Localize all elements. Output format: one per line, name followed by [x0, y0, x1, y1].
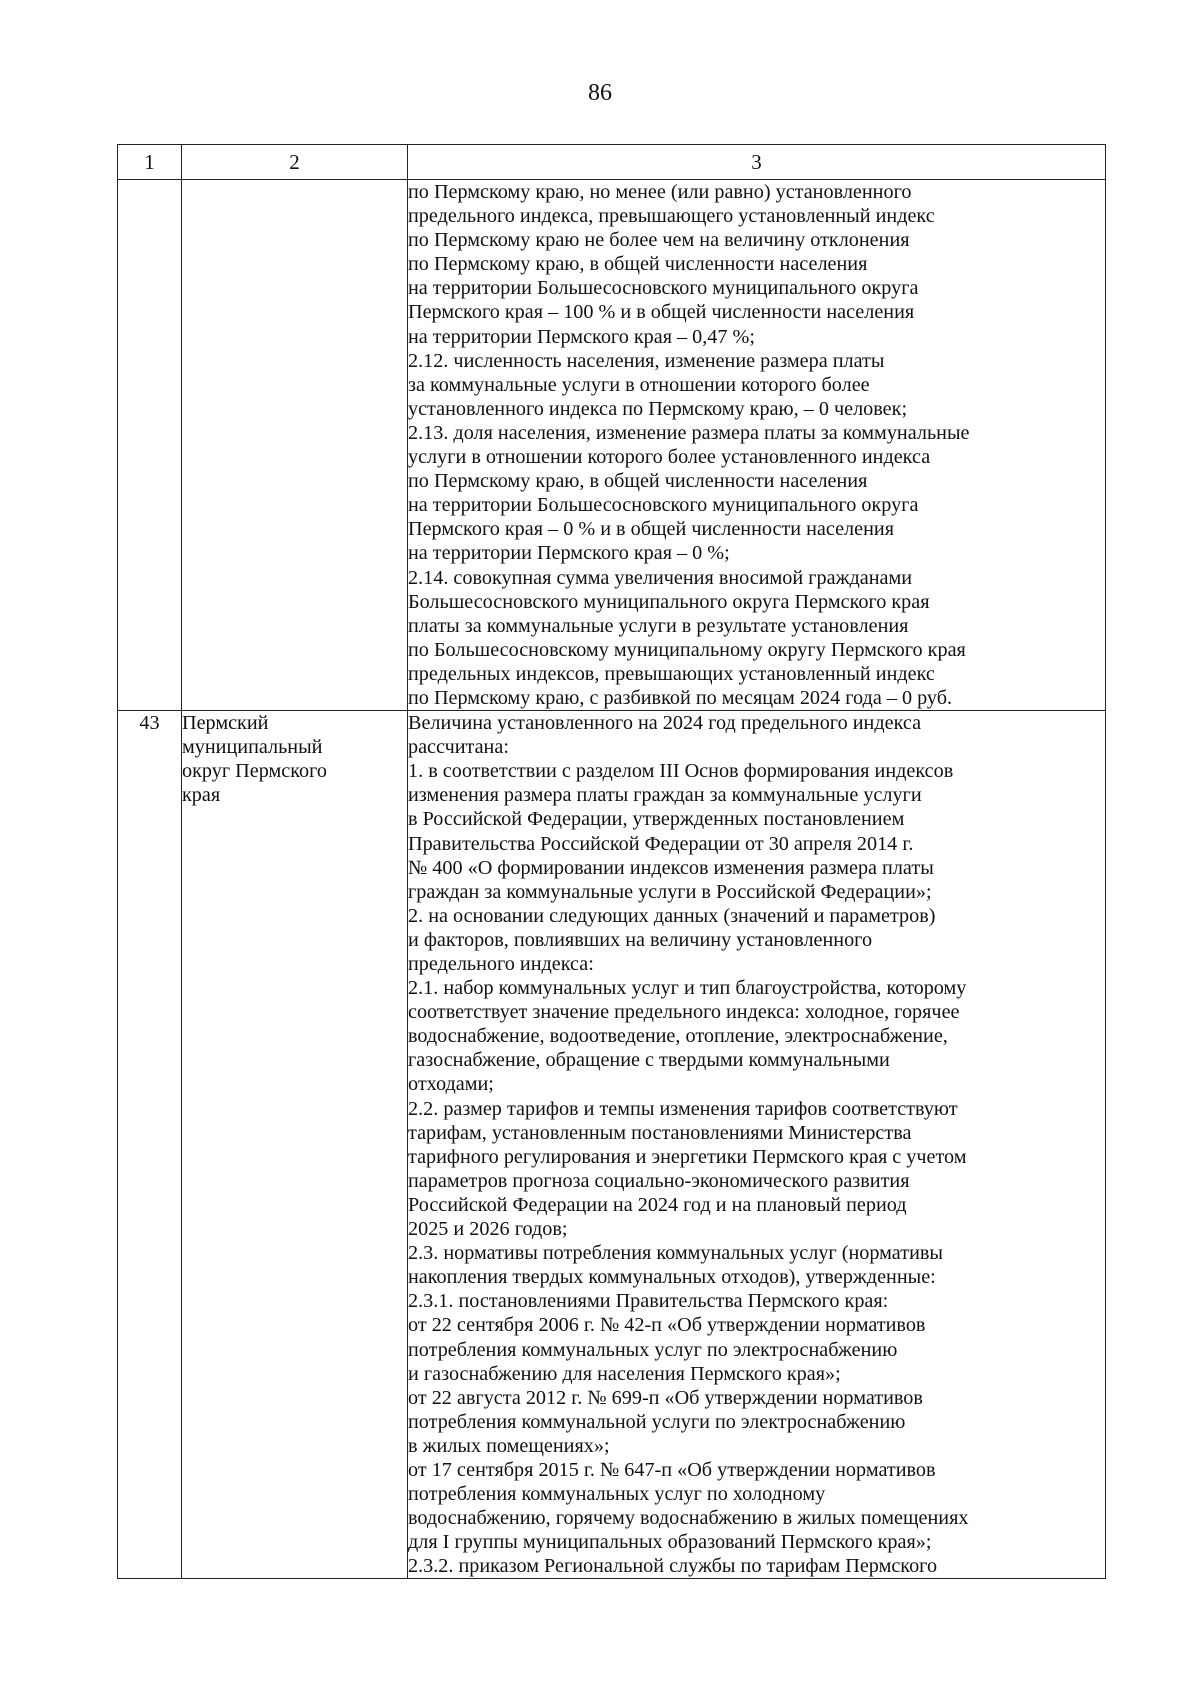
text-line: Пермского края – 0 % и в общей численности населения	[408, 518, 894, 541]
text-line: Российской Федерации на 2024 год и на плановый период	[408, 1193, 907, 1216]
text-line: услуги в отношении которого более установленного индекса	[408, 446, 931, 469]
text-line: 2.12. численность населения, изменение размера платы	[408, 349, 885, 372]
text-line: на территории Большесосновского муниципального округа	[408, 494, 919, 517]
text-line: граждан за коммунальные услуги в Российской Федерации»;	[408, 880, 932, 903]
text-line: потребления коммунальных услуг по электроснабжению	[408, 1338, 898, 1361]
text-line: рассчитана:	[408, 736, 509, 759]
row-number: 43	[118, 711, 182, 1579]
name-line: Пермский	[182, 712, 269, 735]
text-line: на территории Большесосновского муниципального округа	[408, 277, 919, 300]
text-line: Правительства Российской Федерации от 30 апреля 2014 г.	[408, 832, 914, 855]
text-line: в Российской Федерации, утвержденных постановлением	[408, 808, 905, 831]
text-line: 2.13. доля населения, изменение размера платы за коммунальные	[408, 421, 970, 444]
text-line: отходами;	[408, 1073, 494, 1096]
text-line: соответствует значение предельного индекса: холодное, горячее	[408, 1001, 960, 1024]
text-line: потребления коммунальных услуг по холодному	[408, 1483, 826, 1506]
text-line: установленного индекса по Пермскому краю, – 0 человек;	[408, 397, 908, 420]
header-col-2: 2	[182, 145, 408, 180]
text-line: от 17 сентября 2015 г. № 647-п «Об утверждении нормативов	[408, 1458, 936, 1481]
text-line: на территории Пермского края – 0 %;	[408, 542, 730, 565]
text-line: 2.3. нормативы потребления коммунальных услуг (нормативы	[408, 1242, 943, 1265]
text-line: по Пермскому краю, с разбивкой по месяцам 2024 года – 0 руб.	[408, 686, 953, 709]
name-line: округ Пермского	[182, 760, 327, 783]
text-line: от 22 августа 2012 г. № 699-п «Об утверждении нормативов	[408, 1386, 923, 1409]
header-col-3: 3	[408, 145, 1106, 180]
name-line: муниципальный	[182, 736, 323, 759]
text-line: платы за коммунальные услуги в результате установления	[408, 614, 909, 637]
text-line: газоснабжение, обращение с твердыми коммунальными	[408, 1049, 890, 1072]
index-description	[408, 180, 1106, 711]
text-line: 2.2. размер тарифов и темпы изменения тарифов соответствуют	[408, 1097, 958, 1120]
text-line: по Пермскому краю не более чем на величину отклонения	[408, 229, 910, 252]
text-line: водоснабжению, горячему водоснабжению в жилых помещениях	[408, 1507, 969, 1530]
text-line: по Пермскому краю, но менее (или равно) установленного	[408, 181, 912, 203]
text-line: тарифного регулирования и энергетики Пермского края с учетом	[408, 1145, 967, 1168]
text-line: 2025 и 2026 годов;	[408, 1218, 568, 1241]
text-line: тарифам, установленным постановлениями Министерства	[408, 1121, 912, 1144]
index-description	[408, 711, 1106, 1579]
document-table	[117, 144, 1106, 1579]
text-line: Величина установленного на 2024 год предельного индекса	[408, 712, 922, 735]
text-line: 2.3.2. приказом Региональной службы по тарифам Пермского	[408, 1555, 938, 1578]
text-line: в жилых помещениях»;	[408, 1434, 610, 1457]
text-line: потребления коммунальной услуги по электроснабжению	[408, 1410, 906, 1433]
header-col-1: 1	[118, 145, 182, 180]
table-header-row	[118, 145, 1106, 180]
page-number: 86	[588, 80, 612, 106]
text-line: для I группы муниципальных образований Пермского края»;	[408, 1531, 932, 1554]
text-line: по Пермскому краю, в общей численности населения	[408, 470, 868, 493]
text-line: по Пермскому краю, в общей численности населения	[408, 253, 868, 276]
text-line: предельного индекса:	[408, 953, 594, 975]
text-line: предельного индекса, превышающего установленный индекс	[408, 205, 935, 228]
table-row	[118, 180, 1106, 711]
text-line: водоснабжение, водоотведение, отопление, электроснабжение,	[408, 1025, 948, 1048]
text-line: предельных индексов, превышающих установленный индекс	[408, 662, 935, 685]
row-number	[118, 180, 182, 711]
name-line: края	[182, 784, 221, 807]
text-line: на территории Пермского края – 0,47 %;	[408, 325, 755, 348]
text-line: накопления твердых коммунальных отходов), утвержденные:	[408, 1266, 936, 1289]
text-line: и факторов, повлиявших на величину установленного	[408, 928, 873, 951]
text-line: 2.14. совокупная сумма увеличения вносимой гражданами	[408, 566, 913, 589]
text-line: изменения размера платы граждан за коммунальные услуги	[408, 784, 922, 807]
text-line: по Большесосновскому муниципальному округу Пермского края	[408, 638, 966, 661]
text-line: 1. в соответствии с разделом III Основ формирования индексов	[408, 760, 954, 783]
table-row	[118, 711, 1106, 1579]
text-line: от 22 сентября 2006 г. № 42-п «Об утверждении нормативов	[408, 1314, 926, 1337]
text-line: и газоснабжению для населения Пермского края»;	[408, 1362, 841, 1385]
text-line: № 400 «О формировании индексов изменения размера платы	[408, 856, 934, 879]
text-line: 2. на основании следующих данных (значений и параметров)	[408, 904, 936, 927]
text-line: 2.3.1. постановлениями Правительства Пермского края:	[408, 1290, 889, 1313]
text-line: за коммунальные услуги в отношении которого более	[408, 373, 870, 396]
text-line: Пермского края – 100 % и в общей численности населения	[408, 301, 915, 324]
text-line: 2.1. набор коммунальных услуг и тип благоустройства, которому	[408, 977, 967, 1000]
municipality-name	[182, 711, 408, 1579]
text-line: параметров прогноза социально-экономического развития	[408, 1169, 910, 1192]
municipality-name	[182, 180, 408, 711]
text-line: Большесосновского муниципального округа Пермского края	[408, 590, 930, 613]
